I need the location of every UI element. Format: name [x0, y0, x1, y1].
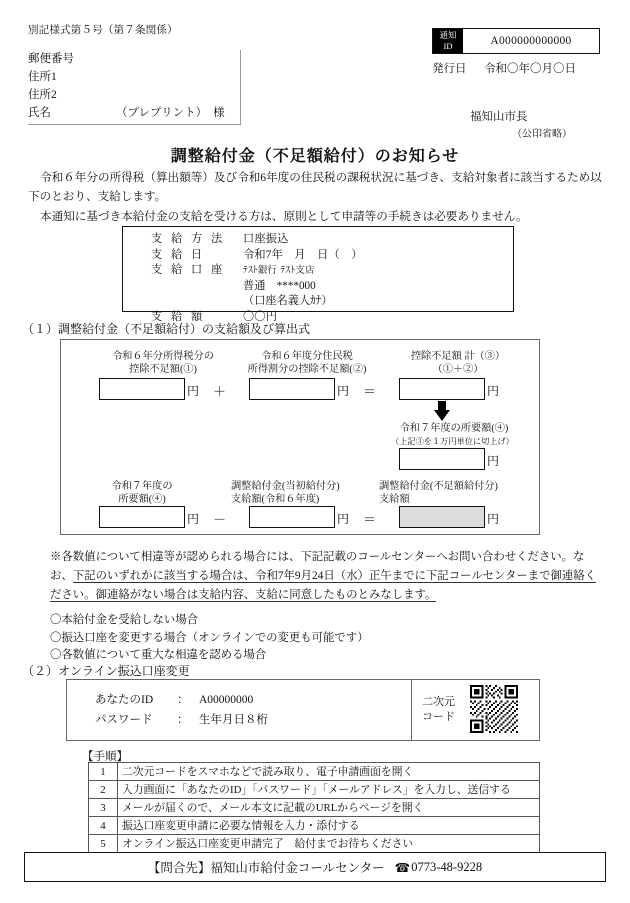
notice-paragraph	[50, 548, 606, 605]
credentials-list	[67, 680, 411, 740]
field-5-amount-input[interactable]	[99, 506, 185, 528]
steps-table	[88, 762, 540, 853]
form-number: 別記様式第５号（第７条関係）	[28, 25, 178, 36]
step-text: メールが届くので、メール本文に記載のURLからページを開く	[118, 799, 540, 817]
notification-id-label-line1: 通知	[439, 30, 457, 40]
steps-heading: 【手順】	[82, 751, 128, 763]
field-7-caption: 調整給付金(不足額給付分) 支給額	[379, 481, 498, 505]
issue-date-label: 発行日	[432, 63, 467, 75]
flow-arrow-head-icon	[434, 410, 450, 421]
table-row	[89, 799, 540, 817]
online-credentials-box	[66, 679, 540, 741]
field-1-yen-unit: 円	[187, 384, 200, 398]
field-6-yen-unit: 円	[337, 512, 350, 526]
telephone-icon: ☎	[394, 859, 411, 875]
recipient-address-block	[28, 50, 241, 125]
step-number: 3	[89, 799, 118, 817]
recipient-name-row	[28, 104, 240, 122]
field-4-amount-input[interactable]	[399, 448, 485, 470]
field-4-yen-unit: 円	[487, 454, 500, 468]
notice-text-plain: ※各数値について相違等が認められる場合には、下記記載のコールセンターへお問い合わせください。なお、	[50, 551, 585, 582]
intro-paragraph-2: 本通知に基づき本給付金の支給を受ける方は、原則として申請等の手続きは必要ありません。	[40, 210, 528, 223]
field-1-amount-input[interactable]	[99, 378, 185, 400]
field-6-amount-input[interactable]	[249, 506, 335, 528]
field-5-caption: 令和７年度の 所要額(④)	[111, 481, 173, 505]
payment-date-value: 令和7年 月 日（ ）	[243, 248, 363, 261]
payment-method-row	[123, 232, 513, 248]
notification-id-label	[433, 29, 463, 53]
payment-account-bank: ﾃｽﾄ銀行 ﾃｽﾄ支店	[243, 265, 315, 276]
payment-account-holder: （口座名義人ｶﾅ）	[243, 295, 333, 307]
step-number: 2	[89, 781, 118, 799]
field-4-caption: 令和７年度の所要額(④)	[399, 423, 509, 434]
payment-method-label: 支 給 方 法	[151, 233, 226, 245]
password-value: 生年月日８桁	[199, 714, 268, 726]
contact-label: 【問合先】福知山市給付金コールセンター	[147, 861, 385, 875]
section-1-heading: （１）調整給付金（不足額給付）の支給額及び算出式	[22, 322, 311, 336]
name-preprint-placeholder: （プレプリント）	[116, 107, 208, 119]
notice-text-underlined: 下記のいずれかに該当する場合は、令和7年9月24日（水）正午までに下記コールセンターまで御連絡ください。御連絡がない場合は支給内容、支給に同意したものとみなします。	[50, 570, 597, 601]
seal-omitted-note: （公印省略）	[512, 129, 572, 140]
address-line-1: 住所1	[28, 71, 57, 83]
table-row	[89, 835, 540, 853]
payment-amount-value: 〇〇円	[243, 310, 278, 323]
field-3-amount-input[interactable]	[399, 378, 485, 400]
field-2-amount-input[interactable]	[249, 378, 335, 400]
payment-amount-label: 支 給 額	[151, 310, 206, 323]
field-6-caption: 調整給付金(当初給付分) 支給額(令和６年度)	[231, 481, 340, 505]
notification-id-row	[432, 28, 600, 54]
address-line-2: 住所2	[28, 89, 57, 101]
step-text: 入力画面に「あなたのID」「パスワード」「メールアドレス」を入力し、送信する	[118, 781, 540, 799]
table-row	[89, 781, 540, 799]
field-1-caption: 令和６年分所得税分の 控除不足額(①)	[112, 351, 214, 375]
step-text: 振込口座変更申請に必要な情報を入力・添付する	[118, 817, 540, 835]
qr-code-image[interactable]	[470, 685, 518, 736]
section-2-heading: （２）オンライン振込口座変更	[22, 664, 190, 678]
field-3-caption: 控除不足額 計（③） （①＋②）	[410, 351, 506, 375]
password-label: パスワード	[95, 714, 153, 726]
user-id-value: A00000000	[199, 694, 254, 706]
user-id-label: あなたのID	[95, 694, 154, 706]
step-text: 二次元コードをスマホなどで読み取り、電子申請画面を開く	[118, 763, 540, 781]
password-colon: ：	[177, 714, 189, 726]
user-id-row	[95, 690, 411, 710]
issue-date-value: 令和〇年〇月〇日	[484, 63, 576, 75]
field-2-yen-unit: 円	[337, 384, 350, 398]
field-5-yen-unit: 円	[187, 512, 200, 526]
operator-equals: ＝	[363, 384, 377, 399]
notification-id-label-line2: ID	[443, 41, 453, 51]
operator-minus: －	[213, 512, 227, 527]
qr-code-label: 二次元 コード	[422, 696, 455, 723]
issue-date-row	[432, 60, 600, 76]
field-7-yen-unit: 円	[487, 512, 500, 526]
field-7-result-amount	[399, 506, 485, 528]
page-title: 調整給付金（不足額給付）のお知らせ	[170, 148, 460, 165]
step-number: 4	[89, 817, 118, 835]
field-3-yen-unit: 円	[487, 384, 500, 398]
name-label: 氏名	[28, 107, 51, 119]
payment-account-row	[123, 263, 513, 279]
postal-code-label: 郵便番号	[28, 53, 74, 65]
step-number: 1	[89, 763, 118, 781]
payment-details-box	[122, 226, 514, 323]
list-item: 〇振込口座を変更する場合（オンラインでの変更も可能です）	[50, 631, 369, 644]
payment-date-label: 支 給 日	[151, 248, 206, 261]
table-row	[89, 817, 540, 835]
qr-code-cell	[411, 680, 539, 740]
payment-account-type: 普通 ****000	[243, 279, 316, 292]
user-id-colon: ：	[177, 694, 189, 706]
list-item: 〇各数値について重大な相違を認める場合	[50, 649, 267, 661]
intro-paragraph-1: 令和６年分の所得税（算出額等）及び令和6年度の住民税の課税状況に基づき、支給対象者に該当するため以下のとおり、支給します。	[28, 171, 602, 203]
step-number: 5	[89, 835, 118, 853]
list-item: 〇本給付金を受給しない場合	[50, 614, 199, 626]
password-row	[95, 710, 411, 730]
payment-date-row	[123, 248, 513, 264]
table-row	[89, 763, 540, 781]
contact-phone-number: 0773-48-9228	[411, 859, 483, 874]
operator-plus: ＋	[213, 384, 227, 399]
field-4-rounding-note: （上記③を１万円単位に切上げ）	[391, 437, 514, 446]
calculation-box	[60, 339, 540, 535]
notification-id-value: A000000000000	[463, 29, 599, 53]
issuer-name: 福知山市長	[470, 111, 528, 123]
payment-account-label: 支 給 口 座	[151, 264, 226, 276]
field-2-caption: 令和６年度分住民税 所得割分の控除不足額(②)	[247, 351, 367, 375]
payment-method-value: 口座振込	[243, 233, 289, 245]
name-honorific: 様	[213, 107, 225, 119]
contact-footer-box	[24, 852, 606, 882]
notice-bullet-list	[50, 612, 369, 665]
operator-equals-2: ＝	[363, 512, 377, 527]
step-text: オンライン振込口座変更申請完了 給付までお待ちください	[118, 835, 540, 853]
